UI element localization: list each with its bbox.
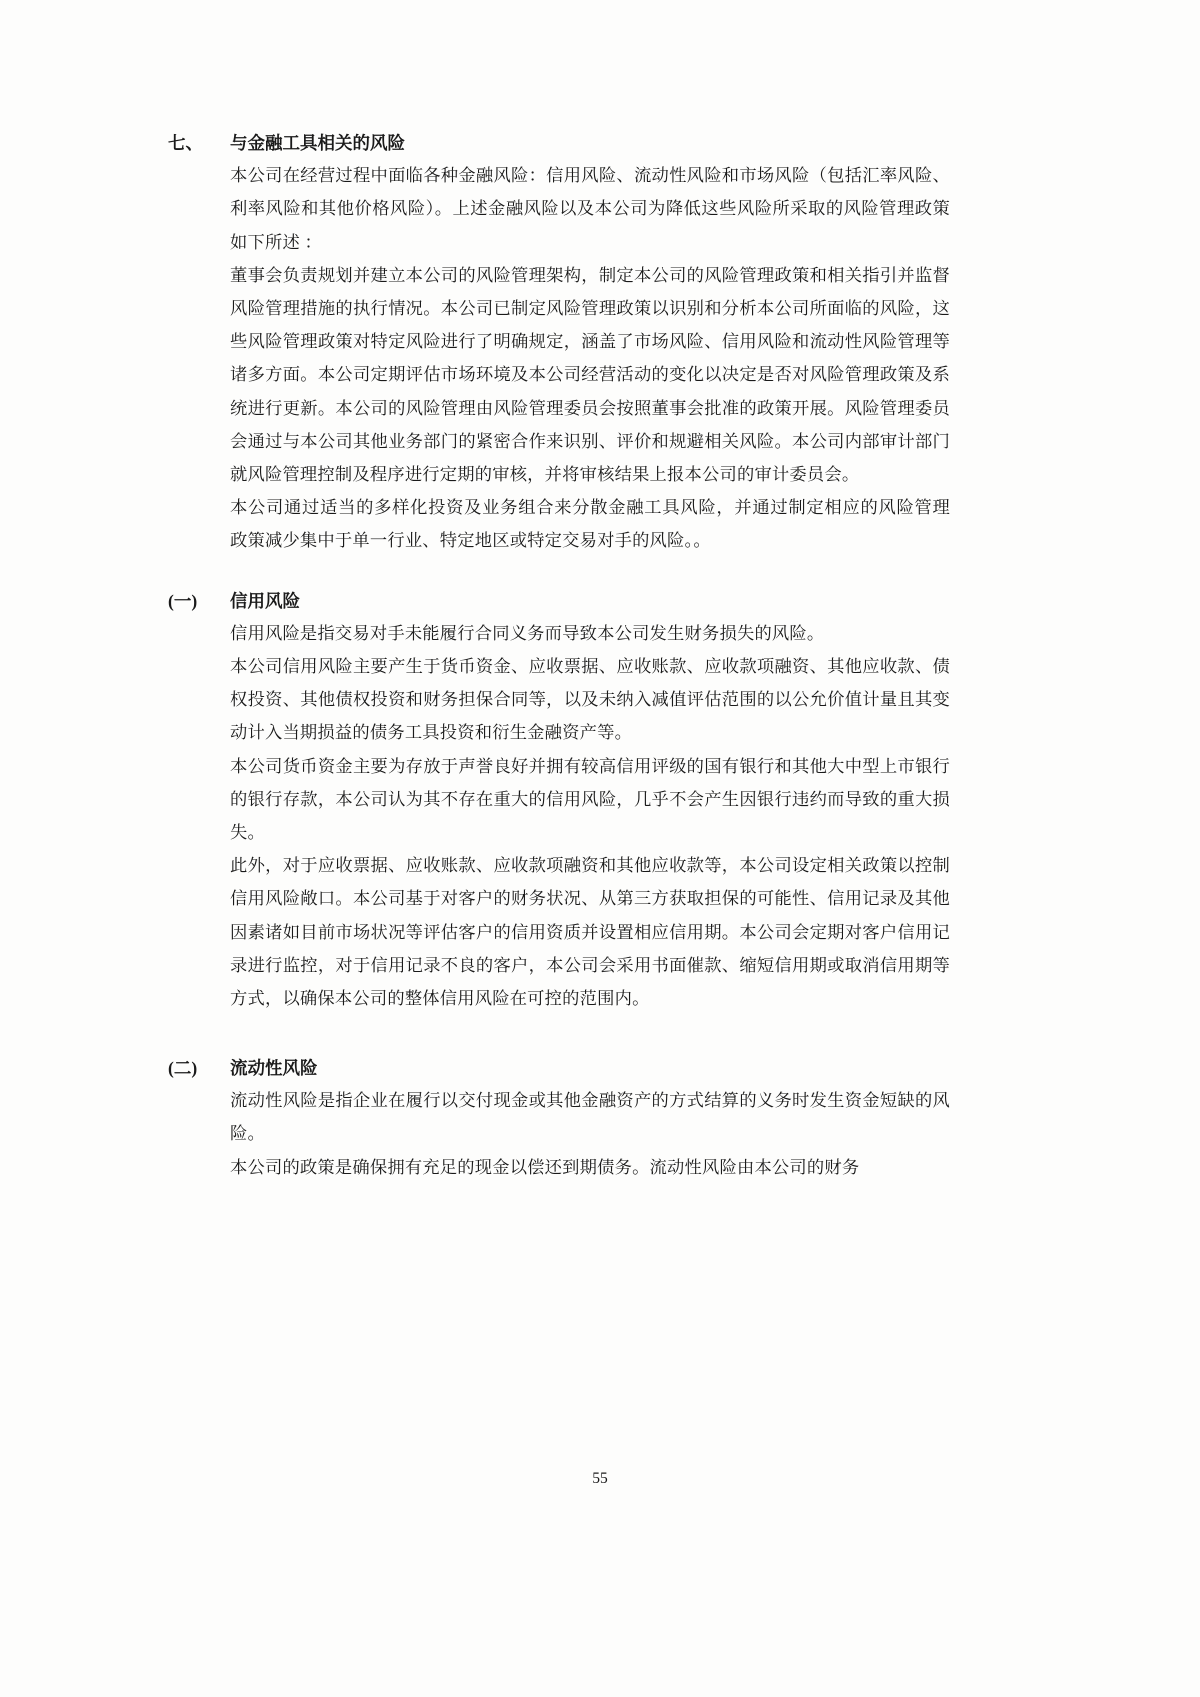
section-liquidity-risk [168, 1055, 950, 1184]
section-heading [168, 588, 950, 615]
paragraph: 此外，对于应收票据、应收账款、应收款项融资和其他应收款等，本公司设定相关政策以控制信用风险敞口。本公司基于对客户的财务状况、从第三方获取担保的可能性、信用记录及其他因素诸如目前市场状况等评估客户的信用资质并设置相应信用期。本公司会定期对客户信用记录进行监控，对于信用记录不良的客户，本公司会采用书面催款、缩短信用期或取消信用期等方式，以确保本公司的整体信用风险在可控的范围内。 [230, 856, 950, 1008]
paragraph: 流动性风险是指企业在履行以交付现金或其他金融资产的方式结算的义务时发生资金短缺的风险。 [230, 1091, 950, 1144]
spacer [168, 1015, 950, 1055]
section-financial-instrument-risks [168, 130, 950, 558]
page-content [168, 130, 950, 1184]
section-number: (二) [168, 1058, 198, 1079]
section-heading [168, 1055, 950, 1082]
paragraph: 本公司通过适当的多样化投资及业务组合来分散金融工具风险，并通过制定相应的风险管理 政策减少集中于单一行业、特定地区或特定交易对手的风险。。 [230, 498, 950, 551]
paragraph: 信用风险是指交易对手未能履行合同义务而导致本公司发生财务损失的风险。 [230, 623, 825, 643]
page-number: 55 [592, 1470, 608, 1487]
section-number: (一) [168, 590, 198, 611]
section-title: 与金融工具相关的风险 [230, 133, 405, 153]
paragraph: 本公司在经营过程中面临各种金融风险：信用风险、流动性风险和市场风险（包括汇率风险、利率风险和其他价格风险）。上述金融风险以及本公司为降低这些风险所采取的风险管理政策如下所述 ： [230, 166, 950, 252]
paragraph: 本公司货币资金主要为存放于声誉良好并拥有较高信用评级的国有银行和其他大中型上市银行的银行存款，本公司认为其不存在重大的信用风险，几乎不会产生因银行违约而导致的重大损失。 [230, 756, 950, 842]
paragraph: 本公司信用风险主要产生于货币资金、应收票据、应收账款、应收款项融资、其他应收款、债权投资、其他债权投资和财务担保合同等，以及未纳入减值评估范围的以公允价值计量且其变动计入当期损益的债务工具投资和衍生金融资产等。 [230, 656, 950, 743]
section-body [230, 617, 950, 1015]
section-heading [168, 130, 950, 157]
paragraph: 本公司的政策是确保拥有充足的现金以偿还到期债务。流动性风险由本公司的财务 [230, 1157, 860, 1177]
paragraph: 董事会负责规划并建立本公司的风险管理架构，制定本公司的风险管理政策和相关指引并监督风险管理措施的执行情况。本公司已制定风险管理政策以识别和分析本公司所面临的风险，这些风险管理政策对特定风险进行了明确规定，涵盖了市场风险、信用风险和流动性风险管理等诸多方面。本公司定期评估市场环境及本公司经营活动的变化以决定是否对风险管理政策及系统进行更新。本公司的风险管理由风险管理委员会按照董事会批准的政策开展。风险管理委员会通过与本公司其他业务部门的紧密合作来识别、评价和规避相关风险。本公司内部审计部门就风险管理控制及程序进行定期的审核，并将审核结果上报本公司的审计委员会。 [230, 265, 950, 484]
spacer [168, 558, 950, 588]
section-credit-risk [168, 588, 950, 1016]
section-body [230, 1084, 950, 1184]
section-title: 流动性风险 [230, 1058, 318, 1079]
section-number: 七、 [168, 133, 203, 153]
section-body [230, 159, 950, 557]
section-title: 信用风险 [230, 590, 300, 611]
